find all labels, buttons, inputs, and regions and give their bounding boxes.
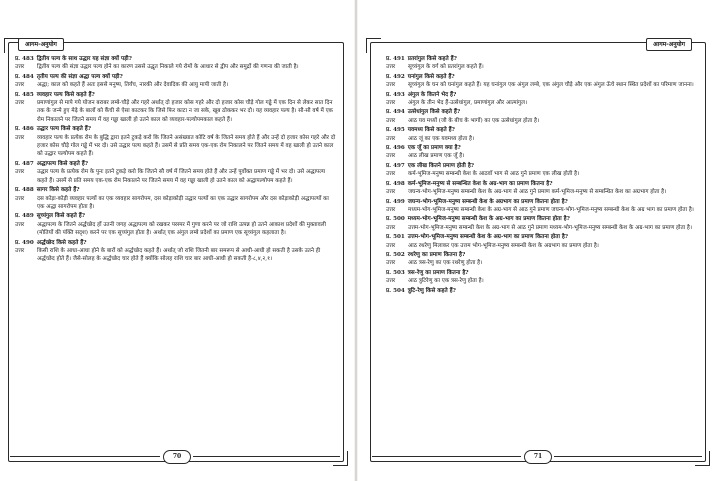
answer-label: उत्तर [15, 195, 25, 202]
question-number: प्र. 485 [15, 91, 34, 98]
question-number: प्र. 487 [15, 160, 34, 167]
question [386, 144, 696, 152]
question [386, 233, 696, 241]
question-text: कर्म-भूमिज-मनुष्य से सम्बन्धित केश के अग्र-भाग का प्रमाण कितना है? [407, 180, 553, 187]
question-text: व्यवहार पल्य किसे कहते हैं? [36, 91, 95, 98]
answer-text: अद्धापल्य के जितने अर्द्धच्छेद हों उतनी जगह अद्धापल्य को रखकर परस्पर में गुणा करने पर जो राशि उत्पन्न हो उतने आकाश प्रदेशों की मुक्तावली (मोतियों की पंक्ति सदृश) करने पर एक सूच्यंगुल होता है। अर्थात् एक अंगुल लम्बे प्रदेशों का प्रमाण एक सूच्यंगुल कहलाता है। [37, 221, 326, 237]
question [386, 108, 696, 116]
answer-text: सूच्यंगुल के वर्ग को प्रतरांगुल कहते हैं। [408, 64, 484, 71]
question-text: त्रस-रेणु का प्रमाण कितना है? [407, 269, 469, 276]
question-text: अंगुल के कितने भेद हैं? [407, 91, 457, 98]
answer [386, 99, 696, 107]
book-gutter [355, 0, 357, 481]
answer [15, 168, 337, 185]
question-number: प्र. 498 [386, 180, 405, 187]
question-number: प्र. 497 [386, 162, 405, 169]
answer-text: आठ लीख प्रमाण एक जूँ है। [408, 153, 465, 160]
question-text: जघन्य-भोग-भूमिज-मनुष्य सम्बन्धी केश के अग्रभाग का प्रमाण कितना होता है? [407, 198, 568, 205]
answer-label: उत्तर [15, 134, 25, 141]
question [386, 55, 696, 63]
answer [15, 195, 337, 212]
question [386, 251, 696, 259]
question-number: प्र. 503 [386, 269, 405, 276]
question [15, 239, 337, 247]
question [386, 126, 696, 134]
question-number: प्र. 500 [386, 216, 405, 223]
question-text: यवमध्य किसे कहते हैं? [407, 127, 455, 134]
left-footer-rule [10, 456, 160, 457]
answer-text: आठ जूं का एक यवमध्य होता है। [408, 135, 475, 142]
answer-label: उत्तर [15, 64, 25, 71]
question-number: प्र. 490 [15, 239, 34, 246]
question-number: प्र. 494 [386, 109, 405, 116]
question-text: उद्धार पल्य किसे कहते हैं? [36, 126, 92, 133]
question-number: प्र. 488 [15, 187, 34, 194]
question-number: प्र. 489 [15, 213, 34, 220]
answer [386, 277, 696, 285]
answer-label: उत्तर [386, 82, 396, 89]
left-footer-rule [193, 456, 340, 457]
question-text: प्रतरांगुल किसे कहते हैं? [407, 56, 457, 62]
answer-label: उत्तर [386, 100, 396, 107]
question-number: प्र. 492 [386, 73, 405, 80]
question-number: प्र. 483 [15, 56, 34, 62]
question [386, 73, 696, 81]
answer-text: आठ यव मध्यों (जौ के बीच के भागों) का एक उत्सेधांगुल होता है। [408, 117, 540, 124]
answer [15, 221, 337, 238]
answer-label: उत्तर [386, 153, 396, 160]
question-text: त्रुटि-रेणु किसे कहते हैं? [407, 287, 456, 294]
answer-text: मध्यम-भोग-भूमिज-मनुष्य सम्बन्धी केश के अग्र-भाग से आठ गुने प्रमाण जघन्य-भोग-भूमिज-मनुष्य सम्बन्धी केश के अग्र भाग का प्रमाण होता है। [408, 206, 694, 213]
answer-text: अंगुल के तीन भेद हैं-उत्सेधांगुल, प्रमाणांगुल और आत्मांगुल। [408, 100, 528, 107]
answer [386, 81, 696, 89]
answer-label: उत्तर [15, 247, 25, 254]
question-number: प्र. 501 [386, 234, 405, 241]
answer-text: दस कोड़ा-कोड़ी व्यवहार पल्यों का एक व्यवहार सागरोपम, दस कोड़ाकोड़ी उद्धार पल्यों का एक उद्धार सागरोपम और दस कोड़ाकोड़ी अद्धापल्यों का एक अद्धा सागरोपम होता है। [37, 195, 329, 210]
answer [386, 135, 696, 143]
answer [386, 206, 696, 214]
question [386, 91, 696, 99]
question-number: प्र. 504 [386, 287, 405, 294]
answer [386, 117, 696, 125]
question [15, 91, 337, 99]
answer-text: सूच्यंगुल के घन को घनांगुल कहते हैं। यह घनांगुल एक अंगुल लम्बे, एक अंगुल चौड़े और एक अंगुल ऊँचे स्थान स्थित प्रदेशों का परिमाण जानना। [408, 82, 694, 89]
question-number: प्र. 495 [386, 127, 405, 134]
answer-label: उत्तर [386, 171, 396, 178]
question-text: उत्सेधांगुल किसे कहते हैं? [407, 109, 461, 116]
answer-label: उत्तर [386, 135, 396, 142]
answer-label: उत्तर [15, 82, 25, 89]
left-page-number: 70 [163, 450, 191, 464]
question-number: प्र. 499 [386, 198, 405, 205]
answer [15, 63, 337, 71]
answer [15, 99, 337, 124]
question-text: सूच्यंगुल किसे कहते हैं? [36, 213, 86, 220]
question [15, 186, 337, 194]
question [15, 212, 337, 220]
right-footer-rule [372, 456, 521, 457]
question [386, 215, 696, 223]
question-text: अद्धापल्य किसे कहते हैं? [36, 160, 89, 167]
answer-text: आठ त्रुटिरेणु का एक त्रस-रेणु होता है। [408, 278, 484, 285]
answer [15, 81, 337, 89]
question-text: मध्यम-भोग-भूमिज-मनुष्य सम्बन्धी केश के अग्र-भाग का प्रमाण कितना होता है? [407, 216, 570, 223]
question-text: एक लीख कितने प्रमाण होती है? [407, 162, 475, 169]
answer-text: अद्धा; काल को कहते हैं अतः इससे मनुष्य, तिर्यंच, नारकी और देवादिक की आयु मापी जाती है। [37, 82, 229, 89]
right-running-header: आगम-अनुयोग [646, 38, 692, 51]
answer [15, 247, 337, 264]
right-page-number: 71 [524, 450, 552, 464]
answer [386, 63, 696, 71]
left-page [0, 0, 354, 481]
question-text: तृतीय पल्य की संज्ञा अद्धा पल्य क्यों पड़ी? [36, 73, 123, 80]
question-number: प्र. 493 [386, 91, 405, 98]
answer-text: आठ रथरेणु मिलाकर एक उत्तम भोग-भूमिज-मनुष्य सम्बन्धी केश के अग्रभाग का प्रमाण होता है। [408, 242, 599, 249]
answer-label: उत्तर [386, 260, 396, 267]
answer-label: उत्तर [386, 189, 396, 196]
question [386, 162, 696, 170]
question [386, 180, 696, 188]
answer-label: उत्तर [15, 169, 25, 176]
answer-text: उत्तम-भोग-भूमिज-मनुष्य सम्बन्धी केश के अग्र-भाग से आठ गुने प्रमाण मध्यम-भोग-भूमिज-मनुष्य सम्बन्धी केश के अग्र-भाग का प्रमाण होता है। [408, 224, 692, 231]
question [386, 287, 696, 295]
question-number: प्र. 496 [386, 145, 405, 152]
question-number: प्र. 502 [386, 251, 405, 258]
answer-label: उत्तर [386, 224, 396, 231]
question-text: एक जूँ का प्रमाण क्या है? [407, 145, 461, 152]
question-text: घनांगुल किसे कहते हैं? [407, 73, 455, 80]
question [386, 198, 696, 206]
answer [386, 242, 696, 250]
right-page-content [386, 54, 696, 446]
question-text: उत्तम-भोग-भूमिज-मनुष्य सम्बन्धी केश के अग्र-भाग का प्रमाण कितना होता है? [407, 234, 569, 241]
answer-text: व्यवहार पल्य के प्रत्येक रोम के बुद्धि द्वारा इतने टुकड़े करो कि जितने असंख्यात कोटि वर्ष के जितने समय होते हैं और उन्हें दो हजार कोस गहरे और दो हजार कोस चौड़े गोल गड्ढे में भर दो। उसे उद्धार पल्य कहते हैं। उसमें से प्रति समय एक-एक रोम निकालने पर जितने समय में वह खाली हो उतने काल को उद्धार पल्योपम कहते हैं। [37, 134, 336, 158]
answer-label: उत्तर [386, 242, 396, 249]
right-page [358, 0, 712, 481]
answer-label: उत्तर [386, 206, 396, 213]
left-page-content [15, 54, 337, 446]
answer [386, 152, 696, 160]
answer-label: उत्तर [386, 117, 396, 124]
answer [386, 224, 696, 232]
question-text: सागर किसे कहते हैं? [36, 187, 80, 194]
question-number: प्र. 486 [15, 126, 34, 133]
answer-label: उत्तर [386, 278, 396, 285]
answer [15, 134, 337, 159]
question [15, 125, 337, 133]
question-text: द्वितीय पल्य के साथ उद्धार यह संज्ञा क्यों पड़ी? [36, 56, 132, 62]
question-text: अर्द्धच्छेद किसे कहते हैं? [36, 239, 87, 246]
answer-text: किसी राशि के आधा-आधा होने के बारों को अर्द्धच्छेद कहते हैं। अर्थात् जो राशि जितनी बार समरूप से आधी-आधी हो सकती है उसके उतने ही अर्द्धच्छेद होते हैं। जैसे-सोलह के अर्द्धच्छेद चार होते हैं क्योंकि सोलह राशि चार बार आधी-आधी हो सकती है-८,४,२,१। [37, 247, 321, 263]
answer-text: जघन्य-भोग-भूमिज-मनुष्य सम्बन्धी केश के अग्र-भाग से आठ गुने प्रमाण कर्म-भूमिज-मनुष्य से सम्बन्धित केश का अग्रभाग होता है। [408, 189, 667, 196]
answer-label: उत्तर [15, 100, 25, 107]
answer-text: उद्धार पल्य के प्रत्येक रोम के पुनः इतने टुकड़े करो कि जितने सौ वर्ष में जितने समय होते हैं और उन्हें पूर्वोक्त प्रमाण गड्ढे में भर दो। उसे अद्धापल्य कहते हैं। उसमें से प्रति समय एक-एक रोम निकालने पर जितने समय में वह गड्ढा खाली हो उतने काल को अद्धापल्योपम कहते हैं। [37, 169, 326, 184]
answer-text: आठ त्रस-रेणु का एक रथरेणु होता है। [408, 260, 483, 267]
answer-label: उत्तर [15, 221, 25, 228]
question-number: प्र. 484 [15, 73, 34, 80]
answer-text: कर्म-भूमिज-मनुष्य सम्बन्धी केश के आठवाँ भाग से आठ गुने प्रमाण एक लीख होती है। [408, 171, 580, 178]
left-running-header: आगम-अनुयोग [18, 38, 64, 51]
answer [386, 170, 696, 178]
answer-label: उत्तर [386, 64, 396, 71]
question [15, 55, 337, 63]
answer [386, 259, 696, 267]
question [15, 160, 337, 168]
answer-text: द्वितीय पल्य की संज्ञा उद्धार पल्य होने का कारण उससे उद्धृत निकाले गये रोमों के आधार से द्वीप और समुद्रों की गणना की जाती है। [37, 64, 299, 71]
question-number: प्र. 491 [386, 56, 405, 62]
question [386, 269, 696, 277]
question-text: रथरेणु का प्रमाण कितना है? [407, 251, 466, 258]
right-footer-rule [554, 456, 702, 457]
question [15, 73, 337, 81]
answer [386, 188, 696, 196]
answer-text: प्रमाणांगुल से मापे गये योजन बराबर लम्बे-चौड़े और गहरे अर्थात् दो हजार कोस गहरे और दो हजार कोस चौड़े गोल गड्ढे में एक दिन से लेकर सात दिन तक के जन्मे हुए मेढ़े के बालों को कैंची से ऐसा काटकर कि जिसे फिर काटा न जा सके, खूब ठोककर भर दो। यह व्यवहार पल्य है। सौ-सौ वर्ष में एक रोम निकालने पर जितने समय में वह गड्ढा खाली हो उतने काल को व्यवहार-पल्योपमकाल कहते हैं। [37, 100, 333, 123]
